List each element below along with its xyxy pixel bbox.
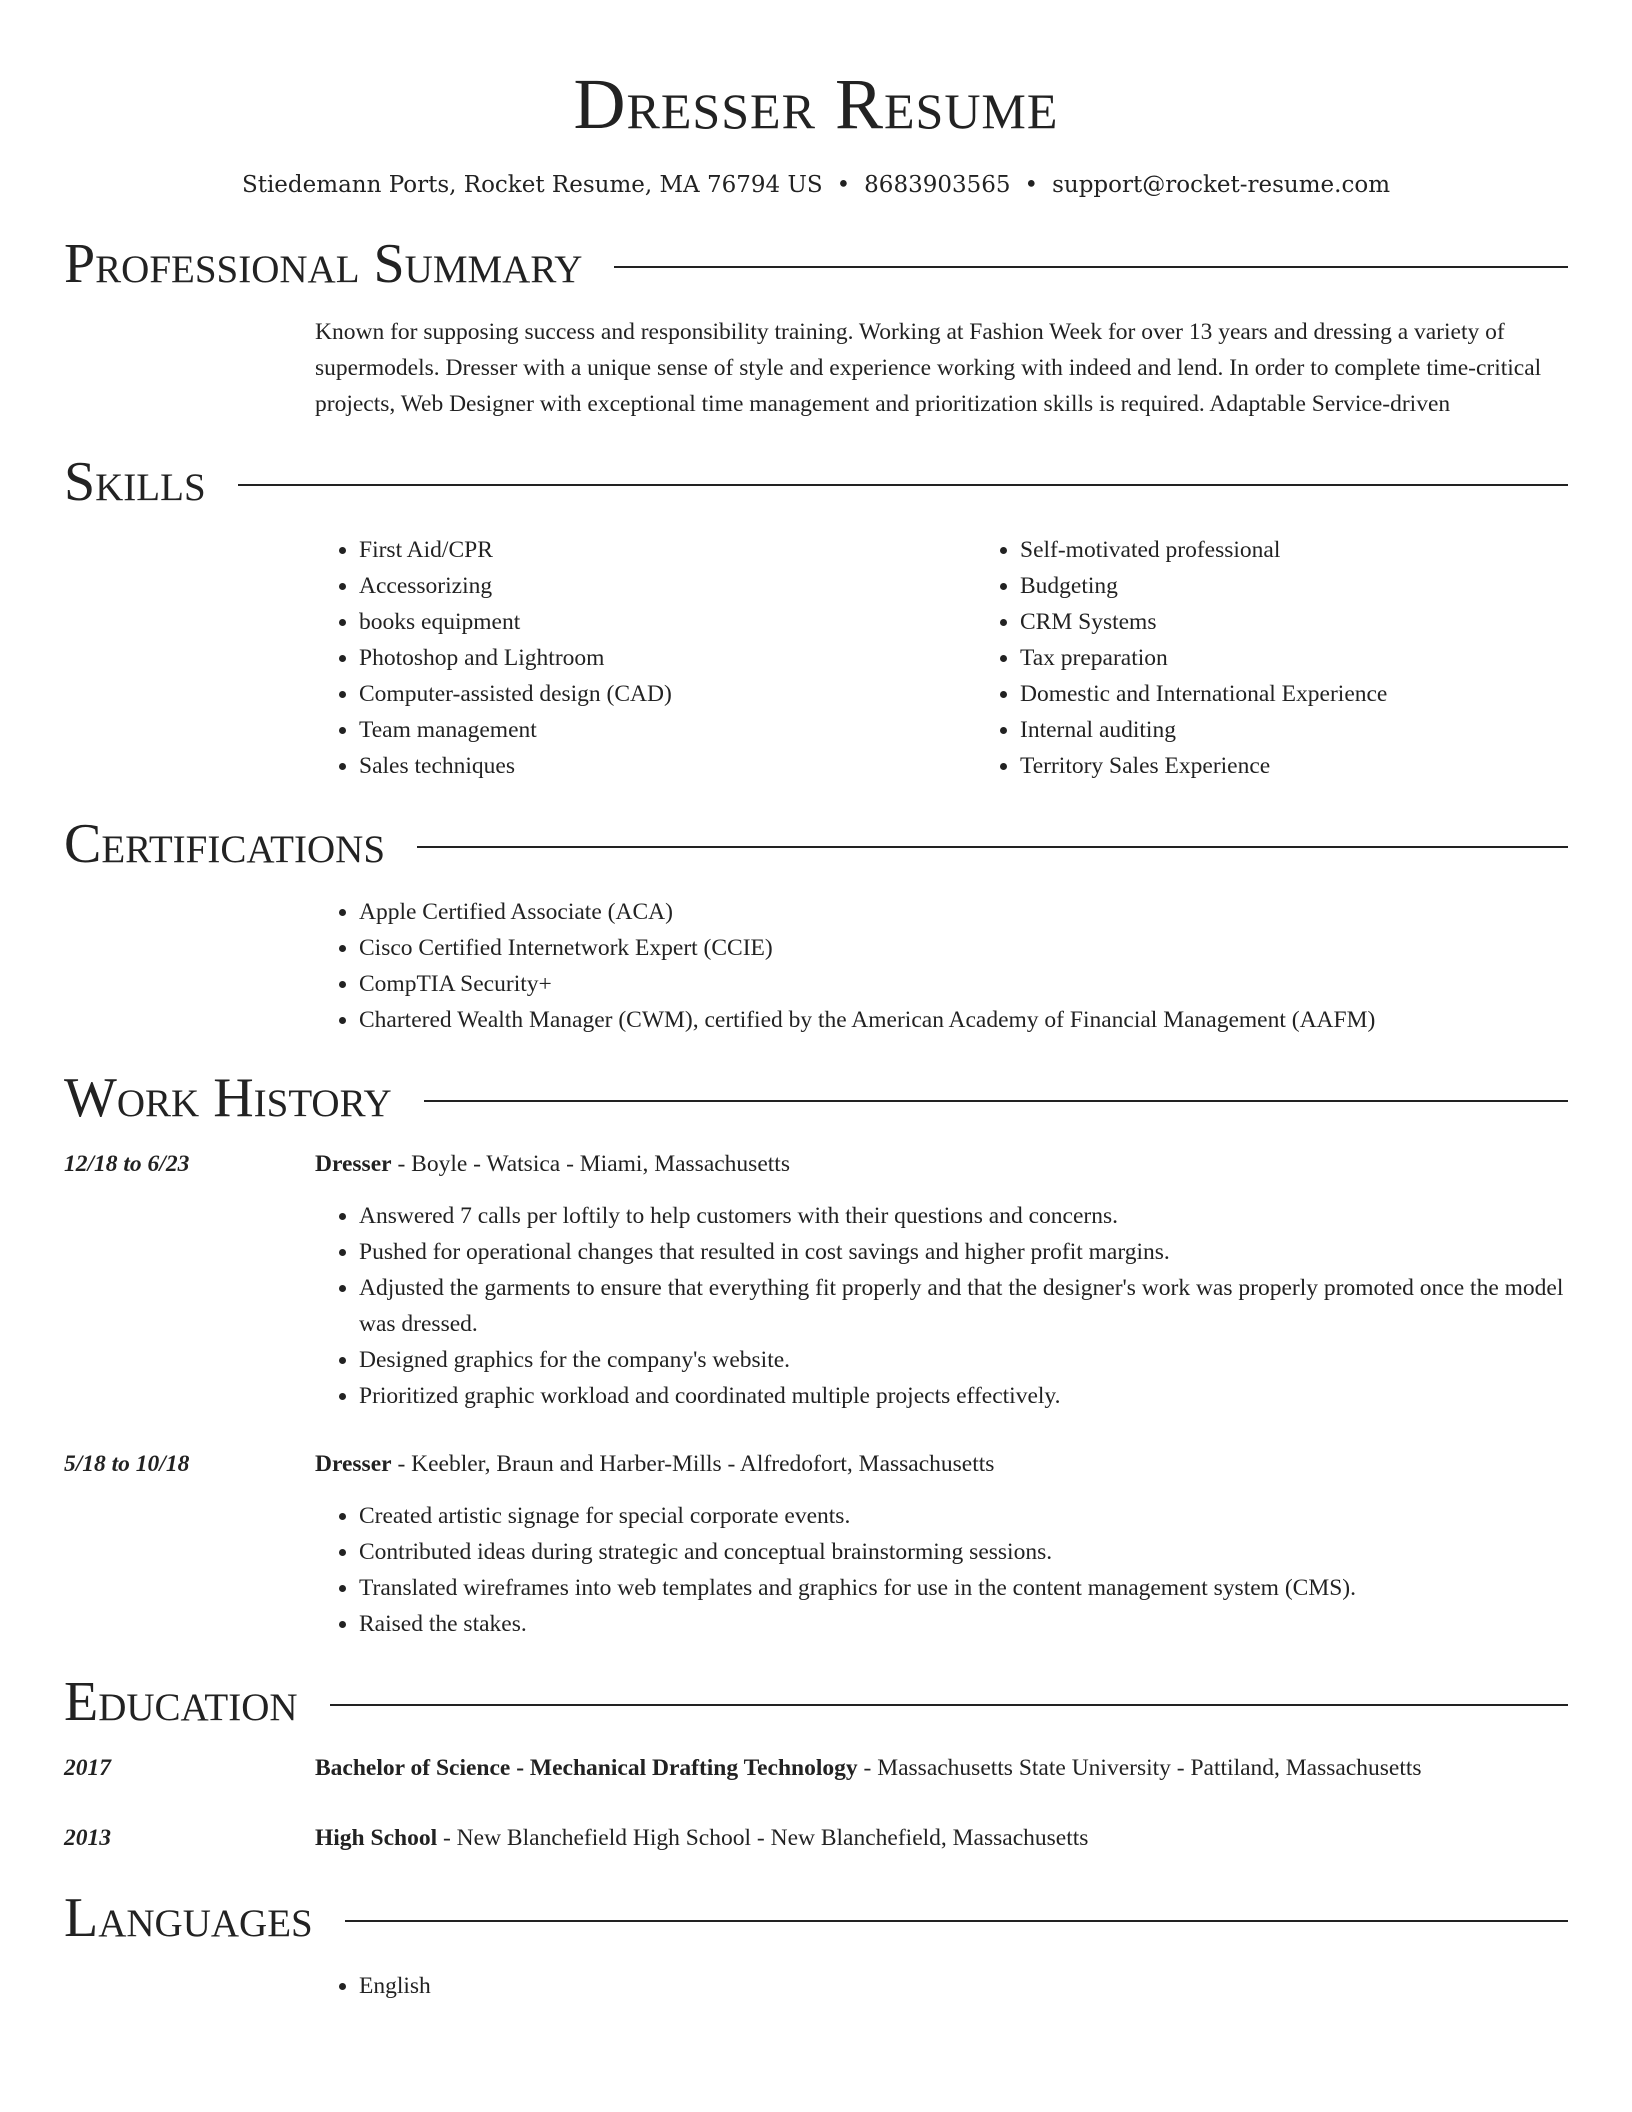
skills-column-left	[315, 532, 976, 784]
summary-section-header	[64, 234, 1568, 294]
languages-list	[315, 1968, 1568, 2004]
certifications-heading: Certifications	[64, 813, 386, 875]
certification-item: • Chartered Wealth Manager (CWM), certified by the American Academy of Financial Management (AAFM)	[359, 1002, 1568, 1038]
resume-name: Dresser Resume	[573, 64, 1059, 144]
skill-item: • books equipment	[359, 604, 976, 640]
job-dates: 12/18 to 6/23	[64, 1151, 190, 1177]
section-divider	[417, 846, 1568, 848]
education-year: 2017	[64, 1755, 111, 1781]
skills-heading: Skills	[64, 451, 206, 513]
job-bullet: • Adjusted the garments to ensure that everything fit properly and that the designer's work was properly promoted once the model was dressed.	[359, 1270, 1568, 1342]
section-divider	[345, 1920, 1568, 1922]
job-company: - Keebler, Braun and Harber-Mills - Alfredofort, Massachusetts	[391, 1451, 995, 1477]
job-bullet: • Prioritized graphic workload and coordinated multiple projects effectively.	[359, 1378, 1568, 1414]
skill-item: • Internal auditing	[1020, 712, 1387, 748]
skill-item: • Sales techniques	[359, 748, 976, 784]
skill-item: • Computer-assisted design (CAD)	[359, 676, 976, 712]
job-bullet: • Contributed ideas during strategic and conceptual brainstorming sessions.	[359, 1534, 1568, 1570]
job-bullet: • Designed graphics for the company's website.	[359, 1342, 1568, 1378]
education-degree: Bachelor of Science - Mechanical Drafting Technology	[315, 1755, 858, 1781]
education-entry	[64, 1818, 1568, 1858]
job-bullets	[315, 1198, 1568, 1414]
job-bullet: • Pushed for operational changes that resulted in cost savings and higher profit margins.	[359, 1234, 1568, 1270]
section-divider	[238, 484, 1568, 486]
contact-separator: •	[1024, 172, 1039, 198]
certification-item: • CompTIA Security+	[359, 966, 1568, 1002]
languages-heading: Languages	[64, 1887, 313, 1949]
certification-item: • Apple Certified Associate (ACA)	[359, 894, 1568, 930]
education-heading: Education	[64, 1671, 298, 1733]
job-entry	[64, 1444, 1568, 1642]
languages-section-header	[64, 1888, 1568, 1948]
skill-item: • Budgeting	[1020, 568, 1387, 604]
skill-item: • Team management	[359, 712, 976, 748]
skills-column-right	[976, 532, 1387, 784]
job-title: Dresser	[315, 1151, 392, 1177]
job-entry	[64, 1144, 1568, 1414]
job-company: - Boyle - Watsica - Miami, Massachusetts	[391, 1151, 790, 1177]
skill-item: • Domestic and International Experience	[1020, 676, 1387, 712]
skill-item: • Territory Sales Experience	[1020, 748, 1387, 784]
section-divider	[330, 1704, 1568, 1706]
skills-section-header	[64, 452, 1568, 512]
summary-heading: Professional Summary	[64, 233, 583, 295]
skill-item: • First Aid/CPR	[359, 532, 976, 568]
summary-text: Known for supposing success and responsibility training. Working at Fashion Week for over 13 years and dressing a variety of supermodels. Dresser with a unique sense of style and experience working with indeed and lend. In order to complete time-critical projects, Web Designer with exceptional time management and prioritization skills is required. Adaptable Service-driven	[315, 319, 1542, 417]
certification-item: • Cisco Certified Internetwork Expert (CCIE)	[359, 930, 1568, 966]
education-section-header	[64, 1672, 1568, 1732]
education-degree: High School	[315, 1825, 438, 1851]
job-bullet: • Raised the stakes.	[359, 1606, 1568, 1642]
contact-line	[64, 172, 1568, 198]
skill-item: • CRM Systems	[1020, 604, 1387, 640]
job-title-line	[315, 1444, 1568, 1484]
job-dates: 5/18 to 10/18	[64, 1451, 190, 1477]
work-section-header	[64, 1068, 1568, 1128]
certifications-section-header	[64, 814, 1568, 874]
skill-item: • Photoshop and Lightroom	[359, 640, 976, 676]
contact-separator: •	[836, 172, 851, 198]
contact-phone: 8683903565	[864, 172, 1011, 198]
education-entry	[64, 1748, 1568, 1788]
certifications-list	[315, 894, 1568, 1038]
education-line	[315, 1818, 1568, 1858]
job-title-line	[315, 1144, 1568, 1184]
skill-item: • Accessorizing	[359, 568, 976, 604]
language-item: • English	[359, 1968, 1568, 2004]
skill-item: • Self-motivated professional	[1020, 532, 1387, 568]
job-bullet: • Created artistic signage for special corporate events.	[359, 1498, 1568, 1534]
skills-list	[315, 532, 1568, 784]
work-heading: Work History	[64, 1067, 392, 1129]
contact-address: Stiedemann Ports, Rocket Resume, MA 76794 US	[241, 172, 823, 198]
job-bullet: • Answered 7 calls per loftily to help customers with their questions and concerns.	[359, 1198, 1568, 1234]
job-bullet: • Translated wireframes into web templates and graphics for use in the content management system (CMS).	[359, 1570, 1568, 1606]
job-title: Dresser	[315, 1451, 392, 1477]
education-year: 2013	[64, 1825, 111, 1851]
job-bullets	[315, 1498, 1568, 1642]
education-school: - Massachusetts State University - Pattiland, Massachusetts	[857, 1755, 1422, 1781]
section-divider	[424, 1100, 1568, 1102]
education-school: - New Blanchefield High School - New Blanchefield, Massachusetts	[437, 1825, 1089, 1851]
section-divider	[614, 266, 1568, 268]
contact-email: support@rocket-resume.com	[1052, 172, 1391, 198]
education-line	[315, 1748, 1568, 1788]
skill-item: • Tax preparation	[1020, 640, 1387, 676]
